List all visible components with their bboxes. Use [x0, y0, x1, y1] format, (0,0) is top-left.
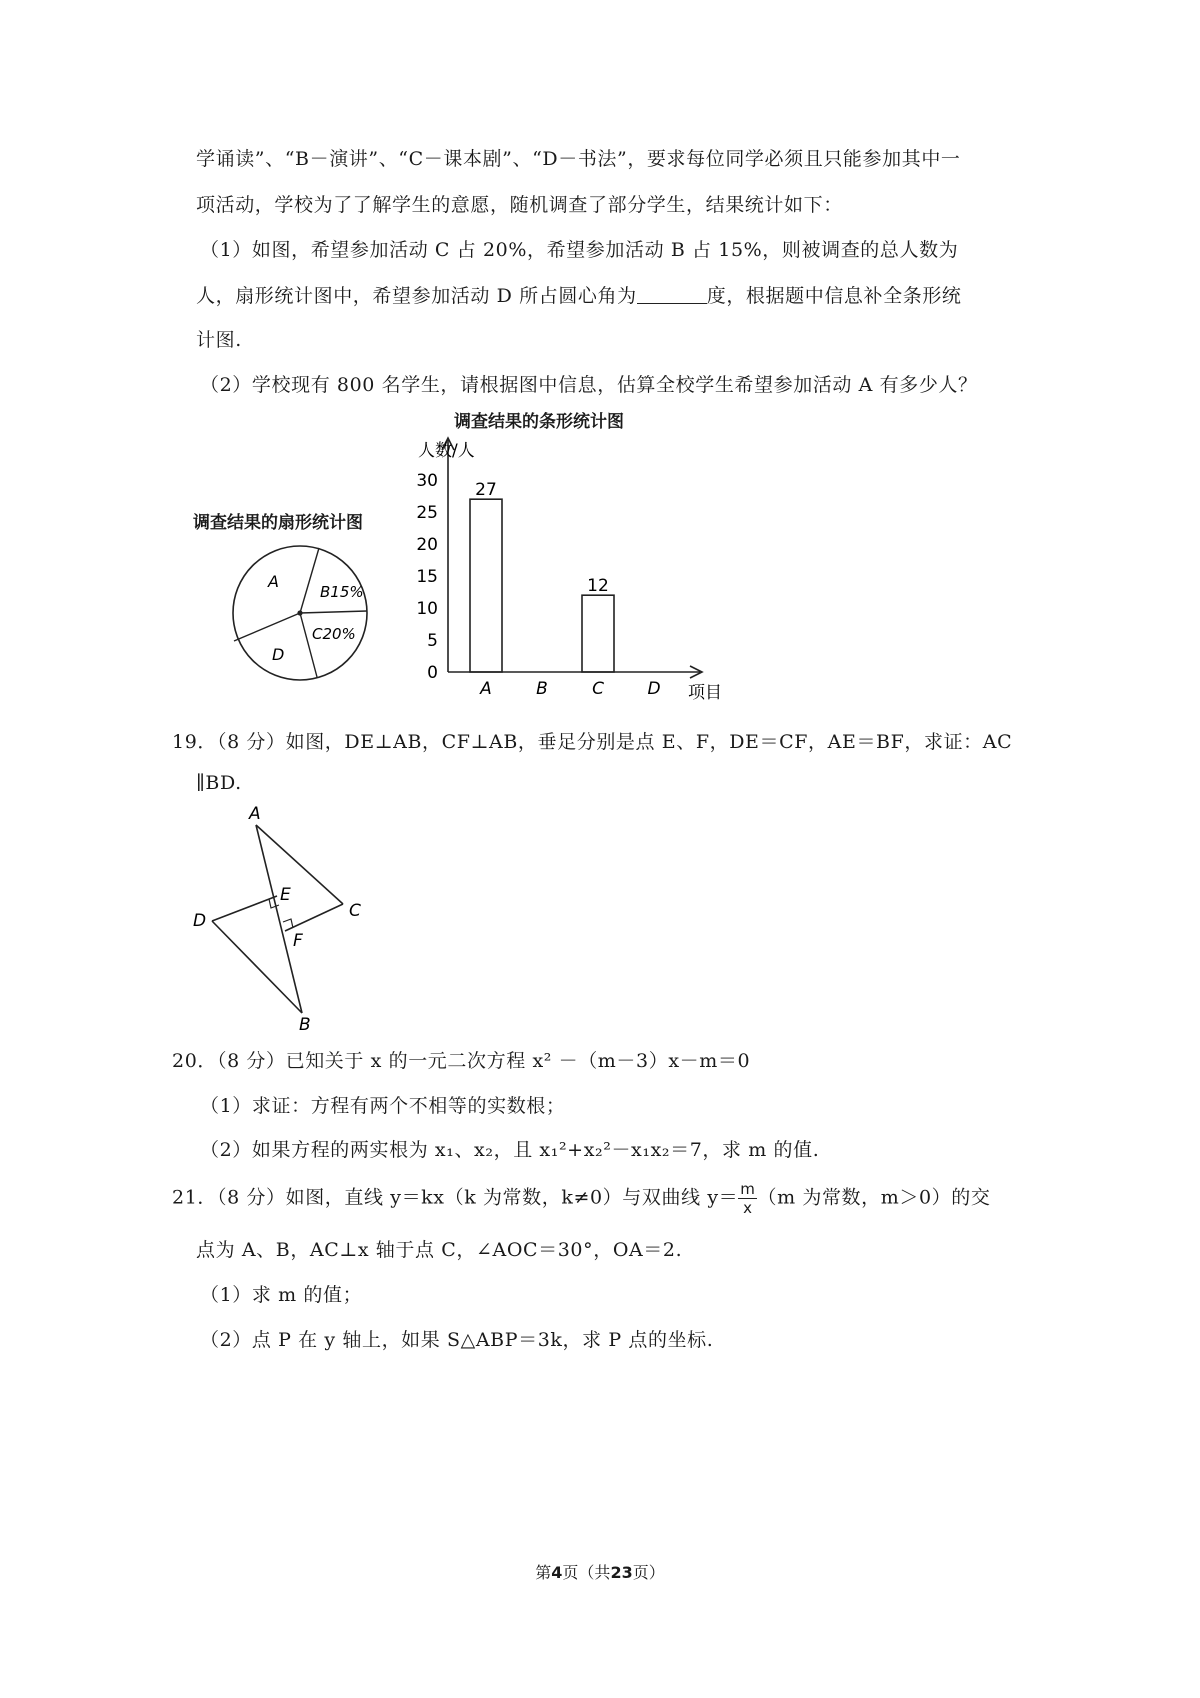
q21-line1b: （m 为常数，m＞0）的交	[757, 1186, 991, 1209]
q19-line2: ∥BD.	[196, 772, 242, 794]
q21-line1a: 21．（8 分）如图，直线 y＝kx（k 为常数，k≠0）与双曲线 y＝	[172, 1186, 739, 1209]
q19-line1: 19．（8 分）如图，DE⊥AB，CF⊥AB，垂足分别是点 E、F，DE＝CF，AE＝BF，求证：AC	[172, 731, 1013, 753]
q20-part1: （1）求证：方程有两个不相等的实数根；	[200, 1095, 566, 1117]
q18-part2: （2）学校现有 800 名学生，请根据图中信息，估算全校学生希望参加活动 A 有多少人？	[200, 374, 978, 396]
x-category-label: A	[480, 679, 492, 699]
point-a: A	[249, 804, 261, 824]
pie-center	[297, 610, 302, 615]
bar-chart	[400, 430, 750, 705]
y-ticks	[416, 471, 438, 683]
point-d: D	[193, 911, 207, 931]
q21-line1	[172, 1180, 990, 1217]
point-f: F	[293, 931, 303, 951]
q20-part2: （2）如果方程的两实根为 x₁、x₂，且 x₁²+x₂²－x₁x₂＝7，求 m 的值.	[200, 1139, 820, 1161]
q21-part1: （1）求 m 的值；	[200, 1284, 363, 1306]
bar-data-label: 27	[475, 480, 497, 501]
segment-de	[212, 896, 277, 921]
pie-divider-da	[234, 613, 300, 641]
pie-label-d: D	[272, 645, 285, 664]
q18-part1-line3: 计图.	[196, 329, 242, 351]
answer-blank	[637, 285, 707, 304]
bar-a	[470, 499, 502, 672]
segment-ac	[256, 825, 343, 904]
y-tick-label: 30	[416, 471, 438, 491]
pie-divider-cd	[300, 613, 317, 677]
q21-part2: （2）点 P 在 y 轴上，如果 S△ABP＝3k，求 P 点的坐标.	[200, 1329, 714, 1351]
x-category-label: C	[592, 679, 604, 699]
q18-part1-line2a: 人，扇形统计图中，希望参加活动 D 所占圆心角为	[196, 285, 637, 307]
fraction-numerator: m	[740, 1180, 756, 1198]
footer-prefix: 第	[535, 1563, 552, 1582]
point-b: B	[299, 1015, 311, 1035]
fraction-denominator: x	[743, 1199, 753, 1217]
y-tick-label: 5	[427, 631, 438, 651]
page-footer	[0, 1560, 1200, 1583]
footer-suffix: 页）	[632, 1563, 665, 1582]
q18-part1-line2b: 度，根据题中信息补全条形统	[706, 285, 962, 307]
segment-bd	[212, 921, 302, 1013]
segment-cf	[285, 904, 343, 931]
q21-line2: 点为 A、B，AC⊥x 轴于点 C，∠AOC＝30°，OA＝2.	[196, 1239, 683, 1261]
q20-line1: 20．（8 分）已知关于 x 的一元二次方程 x² －（m－3）x－m＝0	[172, 1050, 751, 1072]
x-category-label: B	[536, 679, 548, 699]
pie-label-b: B15%	[320, 583, 364, 601]
x-axis-label: 项目	[688, 683, 722, 703]
q18-part1-line1: （1）如图，希望参加活动 C 占 20%，希望参加活动 B 占 15%，则被调查的总人数为	[200, 239, 959, 261]
pie-chart	[220, 545, 390, 695]
y-tick-label: 25	[416, 503, 438, 523]
fraction-m-over-x	[738, 1180, 757, 1217]
x-category-label: D	[647, 679, 661, 699]
bar-data-label: 12	[587, 576, 609, 597]
footer-mid: 页（共	[562, 1563, 611, 1582]
footer-total-pages: 23	[610, 1563, 633, 1582]
q18-intro-line1: 学诵读”、“B－演讲”、“C－课本剧”、“D－书法”，要求每位同学必须且只能参加其中一	[196, 148, 961, 170]
bars	[470, 480, 614, 672]
x-categories	[479, 679, 660, 699]
pie-divider-bc	[300, 611, 367, 613]
q18-part1-line2	[196, 281, 962, 308]
point-e: E	[280, 885, 291, 905]
bar-c	[582, 595, 614, 672]
segment-ab	[256, 825, 302, 1013]
q19-figure	[185, 800, 375, 1035]
y-tick-label: 20	[416, 535, 438, 555]
pie-label-c: C20%	[312, 625, 356, 643]
y-tick-label: 15	[416, 567, 438, 587]
footer-page-number: 4	[551, 1563, 563, 1582]
y-tick-label: 0	[427, 663, 438, 683]
bar-chart-title: 调查结果的条形统计图	[454, 412, 624, 432]
pie-divider-ab	[300, 548, 319, 613]
right-angle-f	[283, 919, 293, 928]
pie-chart-title: 调查结果的扇形统计图	[193, 513, 363, 533]
q18-intro-line2: 项活动，学校为了了解学生的意愿，随机调查了部分学生，结果统计如下：	[196, 194, 843, 216]
pie-label-a: A	[268, 572, 279, 591]
point-c: C	[349, 901, 361, 921]
y-axis-label: 人数/人	[418, 441, 475, 461]
y-tick-label: 10	[416, 599, 438, 619]
